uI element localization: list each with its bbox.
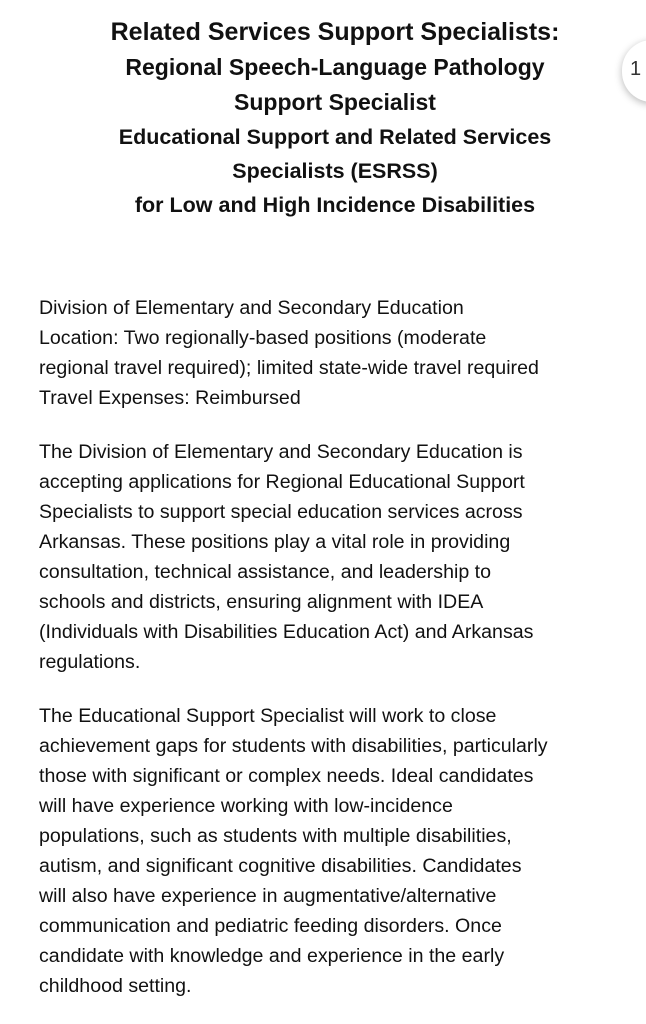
paragraph-line: childhood setting. — [39, 975, 192, 997]
paragraph-line: Specialists to support special education services across — [39, 501, 523, 523]
description-paragraph-2 — [39, 701, 639, 1001]
overview-block — [39, 293, 639, 413]
description-paragraph-1 — [39, 437, 639, 677]
overview-travel-expenses: Travel Expenses: Reimbursed — [39, 387, 301, 409]
posting-body — [39, 293, 639, 1024]
paragraph-line: The Division of Elementary and Secondary Education is — [39, 441, 523, 463]
paragraph-line: will also have experience in augmentative/alternative — [39, 885, 497, 907]
position-title-line-2: Support Specialist — [234, 89, 436, 115]
paragraph-line: communication and pediatric feeding disorders. Once — [39, 915, 502, 937]
paragraph-line: autism, and significant cognitive disabilities. Candidates — [39, 855, 522, 877]
paragraph-line: regulations. — [39, 651, 141, 673]
page-indicator-glyph: 1 — [630, 58, 642, 80]
posting-header — [0, 14, 646, 222]
paragraph-line: will have experience working with low-incidence — [39, 795, 453, 817]
overview-location-cont: regional travel required); limited state-wide travel required — [39, 357, 539, 379]
program-title-line-3: for Low and High Incidence Disabilities — [134, 193, 536, 217]
overview-division: Division of Elementary and Secondary Education — [39, 297, 464, 319]
program-title-line-1: Educational Support and Related Services — [118, 125, 552, 149]
paragraph-line: accepting applications for Regional Educational Support — [39, 471, 525, 493]
position-title-line-1: Regional Speech-Language Pathology — [125, 54, 545, 80]
overview-location: Location: Two regionally-based positions (moderate — [39, 327, 487, 349]
paragraph-line: schools and districts, ensuring alignment with IDEA — [39, 591, 484, 613]
paragraph-line: consultation, technical assistance, and leadership to — [39, 561, 492, 583]
paragraph-line: The Educational Support Specialist will work to close — [39, 705, 497, 727]
paragraph-line: achievement gaps for students with disabilities, particularly — [39, 735, 548, 757]
paragraph-line: (Individuals with Disabilities Education Act) and Arkansas — [39, 621, 534, 643]
page-title: Related Services Support Specialists: — [110, 18, 560, 46]
paragraph-line: those with significant or complex needs. Ideal candidates — [39, 765, 534, 787]
paragraph-line: Arkansas. These positions play a vital role in providing — [39, 531, 511, 553]
paragraph-line: populations, such as students with multiple disabilities, — [39, 825, 512, 847]
program-title-line-2: Specialists (ESRSS) — [232, 159, 438, 183]
paragraph-line: candidate with knowledge and experience in the early — [39, 945, 505, 967]
